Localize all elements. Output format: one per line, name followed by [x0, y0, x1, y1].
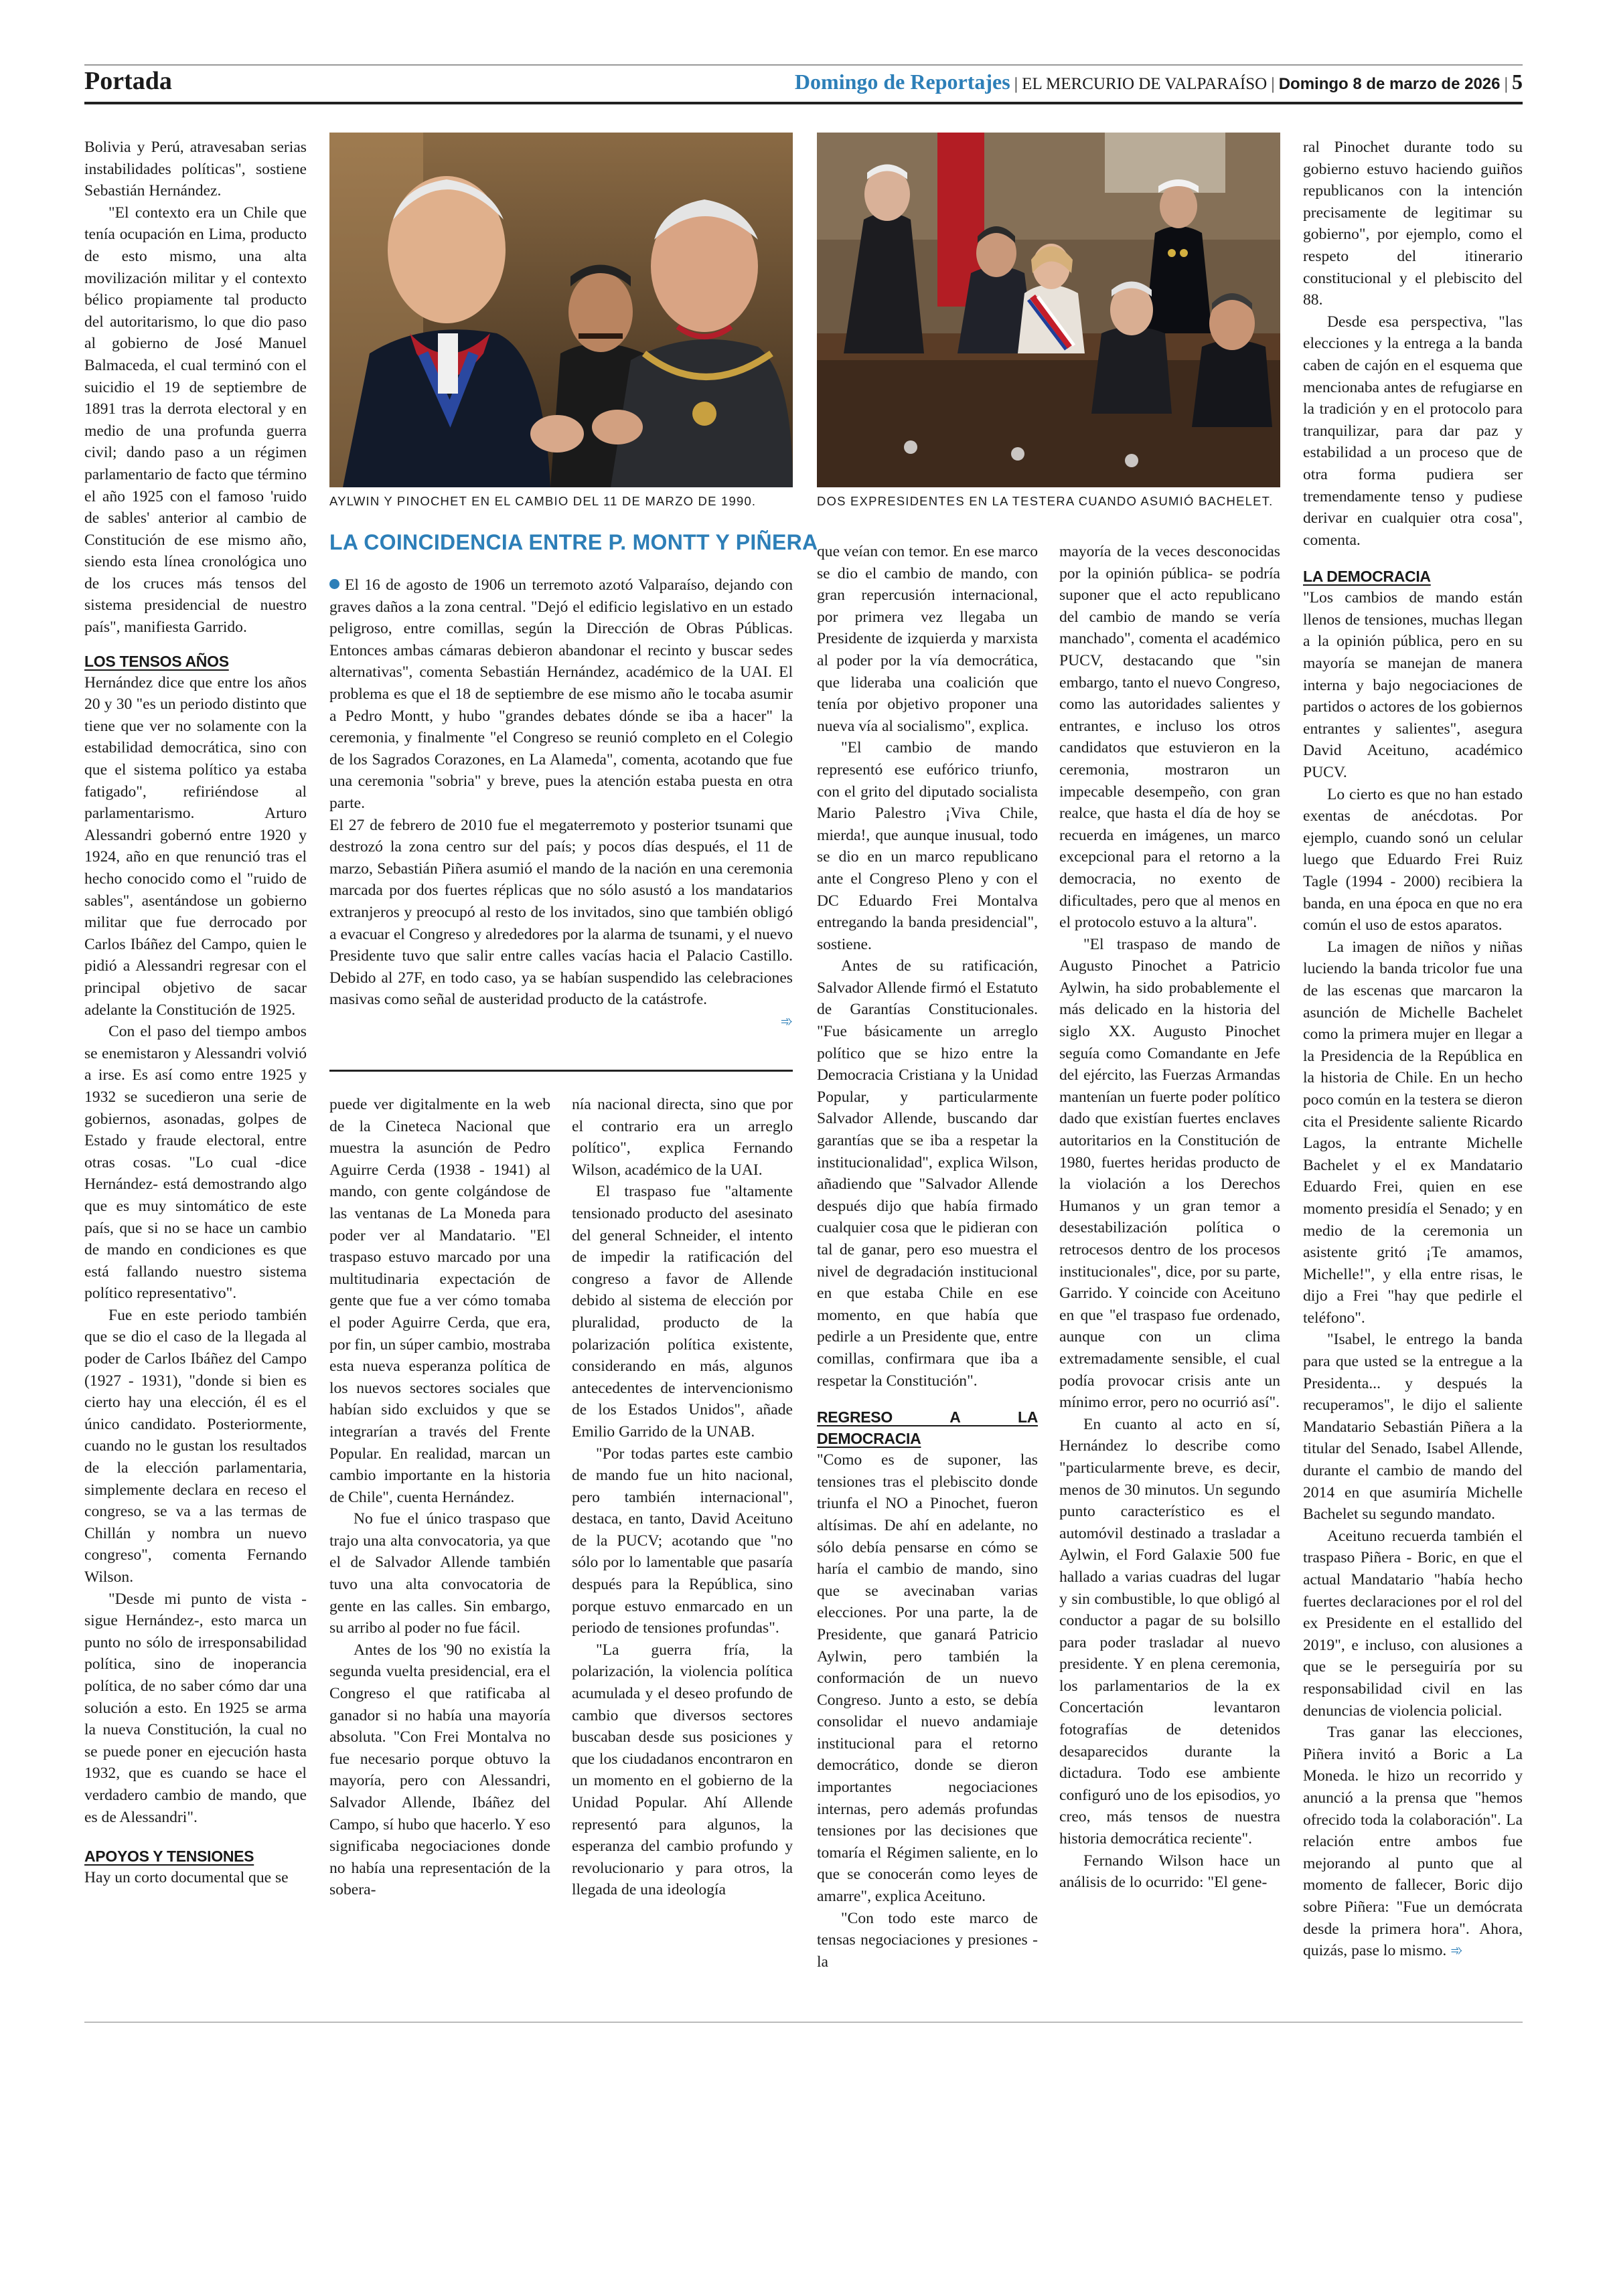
paragraph: Desde esa perspectiva, "las elecciones y la entrega a la banda caben de cajón en el esquema que mencionaba antes de refugiarse en la tradición y en el protocolo para tranquilizar, para dar paz y estabilidad a un proceso que de otra forma pudiera ser tremendamente tenso y pudiese derivar en cualquier otra cosa", comenta. [1303, 313, 1523, 549]
subheading-la-democracia: LA DEMOCRACIA [1303, 568, 1431, 586]
paragraph: Fernando Wilson hace un análisis de lo ocurrido: "El gene- [1059, 1852, 1280, 1892]
paragraph: Antes de su ratificación, Salvador Allende firmó el Estatuto de Garantías Constitucionales. "Fue básicamente un arreglo político que se hizo entre la Democracia Cristiana y la Unidad Popular, y particularmente Salvador Allende, buscando dar garantías que se iba a respetar la institucionalidad", explica Wilson, añadiendo que "Salvador Allende después dijo que había firmado cualquier cosa que le pidieran con tal de ganar, pero eso muestra el nivel de degradación institucional en que estaba Chile en ese momento, en que había que pedirle a un Presidente que, entre comillas, confirmara que iba a respetar la Constitución". [817, 957, 1038, 1390]
continue-arrow-icon: ➾ [780, 1013, 793, 1030]
box-bottom-rule [329, 1070, 793, 1072]
photo-caption-right: DOS EXPRESIDENTES EN LA TESTERA CUANDO ASUMIÓ BACHELET. [817, 494, 1274, 508]
section-title: Portada [84, 67, 172, 95]
paragraph: La imagen de niños y niñas luciendo la banda tricolor fue una de las escenas que marcaron la asunción de Michelle Bachelet como la primera mujer en llegar a la Presidencia de la República en la historia de Chile. En un hecho poco común en la testera se dieron cita el Presidente saliente Ricardo Lagos, la entrante Michelle Bachelet y el ex Mandatario Eduardo Frei, quien en ese momento presidía el Senado; y en medio de la ceremonia un asistente gritó ¡Te amamos, Michelle!", y ella entre risas, le dijo a Frei "hay que pedirle el teléfono". [1303, 938, 1523, 1327]
photo-bachelet-image [817, 133, 1280, 487]
paragraph: "El cambio de mando representó ese eufórico triunfo, con el grito del diputado socialista Mario Palestro ¡Viva Chile, mierda!, que aunque inusual, todo se dio en un marco republicano ante el Congreso Pleno y con el DC Eduardo Frei Montalva entregando la banda presidencial", sostiene. [817, 739, 1038, 953]
page-number: 5 [1512, 70, 1523, 94]
subheading-apoyos-y-tensiones: APOYOS Y TENSIONES [84, 1848, 254, 1866]
paragraph [1303, 1722, 1523, 1963]
newspaper-name: EL MERCURIO DE VALPARAÍSO [1022, 75, 1268, 93]
photo-bachelet-ceremony [817, 133, 1280, 487]
paragraph: Aceituno recuerda también el traspaso Piñera - Boric, en que el actual Mandatario "había hecho fuertes declaraciones por el rol del ex Presidente en el estallido del 2019", e incluso, con alusiones a que se le perseguiría por su responsabilidad civil en las denuncias de violencia policial. [1303, 1527, 1523, 1720]
box-text [329, 574, 793, 1033]
paragraph-text: Tras ganar las elecciones, Piñera invitó a Boric a La Moneda. le hizo un recorrido y anunció a la prensa que "hemos ofrecido toda la colaboración". La relación entre ambos fue mejorando al punto que al momento de fallecer, Boric dijo sobre Piñera: "Fue un demócrata desde la primera hora". Ahora, quizás, pase lo mismo. [1303, 1724, 1523, 1960]
paragraph: "El contexto era un Chile que tenía ocupación en Lima, producto de esto mismo, una alta movilización militar y el contexto bélico propiamente tal producto del autoritarismo, lo que dio paso al gobierno de José Manuel Balmaceda, el cual terminó con el suicidio el 19 de septiembre de 1891 tras la derrota electoral y en medio de una profunda guerra civil; dando paso a un régimen parlamentario de facto que término el año 1925 con el famoso 'ruido de sables' anterior al cambio de Constitución de ese mismo año, siendo esta línea cronológica uno de los cruces más tensos del sistema presidencial de nuestro país", manifiesta Garrido. [84, 203, 307, 637]
box-title: LA COINCIDENCIA ENTRE P. MONTT Y PIÑERA [329, 530, 818, 554]
photo-aylwin-pinochet [329, 133, 793, 487]
continue-arrow-container [329, 1011, 793, 1034]
article-column-4 [817, 541, 1038, 1973]
article-column-2 [329, 1094, 550, 1901]
paragraph: "Los cambios de mando están llenos de tensiones, muchas llegan a la opinión pública, pero en su mayoría se manejan de manera interna y bajo negociaciones de partidos o actores de los gobiernos entrantes y salientes", asegura David Aceituno, académico PUCV. [1303, 589, 1523, 782]
footer-rule [84, 2022, 1523, 2023]
paragraph: Hernández dice que entre los años 20 y 30 "es un periodo distinto que tiene que ver no solamente con la estabilidad democrática, sino con que el sistema político ya estaba fatigado", refiriéndose al parlamentarismo. Arturo Alessandri gobernó entre 1920 y 1924, año en que renunció tras el hecho conocido como el "ruido de sables", asentándose un gobierno militar que fue derrocado por Carlos Ibáñez del Campo, quien le pidió a Alessandri regresar con el principal objetivo de sacar adelante la Constitución de 1925. [84, 673, 307, 1019]
paragraph: "La guerra fría, la polarización, la violencia política acumulada y el deseo profundo de cambio que diversos sectores buscaban desde sus posiciones y que los ciudadanos encontraron en un momento en el gobierno de la Unidad Popular. Ahí Allende representó para algunos, la esperanza del cambio profundo y revolucionario y para otros, la llegada de una ideología [572, 1641, 793, 1899]
paragraph: ral Pinochet durante todo su gobierno estuvo haciendo guiños republicanos con la intención precisamente de legitimar su gobierno", por ejemplo, como el respeto del itinerario constitucional y el plebiscito del 88. [1303, 139, 1523, 309]
article-column-1 [84, 137, 307, 1889]
sidebar-box [329, 529, 818, 1033]
paragraph: Fue en este periodo también que se dio el caso de la llegada al poder de Carlos Ibáñez del Campo (1927 - 1931), "donde si bien es cierto hay una elección, él es el único candidato. Posteriormente, cuando no le gustan los resultados de la elección parlamentaria, simplemente declara en receso el congreso, se va a las termas de Chillán y nombra un nuevo congreso", comenta Fernando Wilson. [84, 1306, 307, 1586]
separator: | [1014, 75, 1018, 93]
continue-arrow-icon: ➾ [1450, 1943, 1463, 1960]
article-column-6 [1303, 137, 1523, 1963]
paragraph: puede ver digitalmente en la web de la Cineteca Nacional que muestra la asunción de Pedro Aguirre Cerda (1938 - 1941) al mando, con gente colgándose de las ventanas de La Moneda para poder ver al Mandatario. "El traspaso estuvo marcado por una multitudinaria expectación de gente que fue a ver cómo tomaba el poder Aguirre Cerda, que era, por fin, un súper cambio, mostraba esta nueva esperanza política de los nuevos sectores sociales que habían sido excluidos y que se integrarían a través del Frente Popular. En realidad, marcan un cambio importante en la historia de Chile", cuenta Hernández. [329, 1096, 550, 1506]
paragraph: nía nacional directa, sino que por el contrario era un arreglo político", explica Fernando Wilson, académico de la UAI. [572, 1096, 793, 1179]
masthead [795, 70, 1523, 96]
paragraph: En cuanto al acto en sí, Hernández lo describe como "particularmente breve, es decir, menos de 30 minutos. Un segundo punto característico es el automóvil destinado a trasladar a Aylwin, el Ford Galaxie 500 fue hallado a varias cuadras del lugar y sin combustible, lo que obligó al conductor a pagar de su bolsillo para poder trasladar al nuevo presidente. Y en plena ceremonia, los parlamentarios de la ex Concertación levantaron fotografías de detenidos desaparecidos durante la dictadura. Todo ese ambiente configuró uno de los episodios, yo creo, más tensos de nuestra historia democrática reciente". [1059, 1415, 1280, 1848]
paragraph: "Desde mi punto de vista -sigue Hernández-, esto marca un punto no sólo de irresponsabilidad política, sino de inoperancia política, de no saber cómo dar una solución a esto. En 1925 se arma la nueva Constitución, la cual no se puede poner en ejecución hasta 1932, que es cuando se hace el verdadero cambio de mando, que es de Alessandri". [84, 1590, 307, 1826]
bullet-icon [329, 579, 339, 589]
supplement-name: Domingo de Reportajes [794, 70, 1010, 94]
paragraph: que veían con temor. En ese marco se dio el cambio de mando, con gran repercusión internacional, por primera vez llegaba un Presidente de izquierda y marxista al poder por la vía democrática, que lideraba una coalición que tenía por objetivo proponer una nueva vía al socialismo", explica. [817, 543, 1038, 735]
paragraph: "Por todas partes este cambio de mando fue un hito nacional, pero también internacional", destaca, en tanto, David Aceituno de la PUCV; acotando que "no sólo por lo lamentable que pasaría después para la República, sino porque estuvo enmarcado en un periodo de tensiones profundas". [572, 1445, 793, 1637]
separator: | [1504, 75, 1508, 93]
article-column-3 [572, 1094, 793, 1901]
paragraph: No fue el único traspaso que trajo una alta convocatoria, ya que el de Salvador Allende también tuvo una alta convocatoria de gente en las calles. Sin embargo, su arribo al poder no fue fácil. [329, 1510, 550, 1637]
paragraph: Con el paso del tiempo ambos se enemistaron y Alessandri volvió a irse. Es así como entre 1925 y 1932 se sucedieron una serie de gobiernos, asonadas, golpes de Estado y fraude electoral, entre otras cosas. "Lo cual -dice Hernández- está demostrando algo que es muy sintomático de este país, que si no se hace un cambio de mando en condiciones es que está fallando nuestro sistema político representativo". [84, 1023, 307, 1303]
paragraph: "Como es de suponer, las tensiones tras el plebiscito donde triunfa el NO a Pinochet, fueron altísimas. De ahí en adelante, no sólo debía pensarse en cómo se haría el cambio de mando, sino que se avecinaban varias elecciones. Por una parte, la de Presidente, que ganará Patricio Aylwin, pero también la conformación de un nuevo Congreso. Junto a esto, se debía consolidar el nuevo andamiaje institucional para el retorno democrático, donde se dieron importantes negociaciones internas, pero además profundas tensiones por las decisiones que tomaría el Régimen saliente, en lo que se conocerán como leyes de amarre", explica Aceituno. [817, 1451, 1038, 1906]
paragraph: "Isabel, le entrego la banda para que usted se la entregue a la Presidenta... y después la recuperamos", le dijo el saliente Mandatario Sebastián Piñera a la titular del Senado, Isabel Allende, durante el cambio de mando del 2014 en que asumiría Michelle Bachelet su segundo mandato. [1303, 1331, 1523, 1524]
paragraph: "El traspaso de mando de Augusto Pinochet a Patricio Aylwin, ha sido probablemente el más delicado en la historia del siglo XX. Augusto Pinochet seguía como Comandante en Jefe del ejército, las Fuerzas Armandas mantenían un fuerte poder político dado que existían fuertes enclaves autoritarios en la Constitución de 1980, fuertes heridas producto de la violación a los Derechos Humanos y un gran temor a desestabilización política o retrocesos dentro de los procesos institucionales", dice, por su parte, Garrido. Y coincide con Aceituno en que "el traspaso fue ordenado, aunque con un clima extremadamente sensible, el cual podía provocar crisis ante un mínimo error, pero no ocurrió así". [1059, 935, 1280, 1412]
photo-aylwin-pinochet-image [329, 133, 793, 487]
paragraph: Lo cierto es que no han estado exentas de anécdotas. Por ejemplo, cuando sonó un celular luego que Eduardo Frei Ruiz Tagle (1994 - 2000) recibiera la banda, en una época en que no era común el uso de estos aparatos. [1303, 785, 1523, 934]
photo-caption-left: AYLWIN Y PINOCHET EN EL CAMBIO DEL 11 DE MARZO DE 1990. [329, 494, 757, 508]
paragraph: Antes de los '90 no existía la segunda vuelta presidencial, era el Congreso el que ratificaba al ganador si no había una mayoría absoluta. "Con Frei Montalva no fue necesario porque obtuvo la mayoría, pero con Alessandri, Salvador Allende, Ibáñez del Campo, sí hubo que hacerlo. Y eso significaba negociaciones donde no había una representación de la sobera- [329, 1641, 550, 1899]
paragraph [329, 574, 793, 815]
subheading-los-tensos-anos: LOS TENSOS AÑOS [84, 652, 229, 670]
header-top-rule [84, 64, 1523, 66]
paragraph: Hay un corto documental que se [84, 1869, 289, 1887]
header-bottom-rule [84, 102, 1523, 104]
paragraph: "Con todo este marco de tensas negociaciones y presiones -la [817, 1909, 1038, 1971]
article-column-5 [1059, 541, 1280, 1894]
box-paragraph-1: El 16 de agosto de 1906 un terremoto azotó Valparaíso, dejando con graves daños a la zona central. "Dejó el edificio legislativo en un estado peligroso, entre comillas, según la Dirección de Obras Públicas. Entonces ambas cámaras debieron abandonar el recinto y buscar sedes alternativas", comenta Sebastián Hernández, académico de la UAI. El problema es que el 18 de septiembre de ese mismo año le tocaba asumir a Pedro Montt, y hubo "grandes debates dónde se iba a hacer" la ceremonia, y finalmente "el Congreso se reunió completo en el Colegio de los Sagrados Corazones, en La Alameda", comenta, acotando que fue una ceremonia "sobria" y breve, pues la atención estaba puesta en otra parte. [329, 576, 793, 812]
issue-date: Domingo 8 de marzo de 2026 [1278, 75, 1501, 93]
paragraph: Bolivia y Perú, atravesaban serias instabilidades políticas", sostiene Sebastián Hernández. [84, 139, 307, 200]
separator: | [1271, 75, 1275, 93]
box-paragraph-2: El 27 de febrero de 2010 fue el megaterremoto y posterior tsunami que destrozó la zona centro sur del país; y pocos días después, el 11 de marzo, Sebastián Piñera asumió el mando de la nación en una ceremonia marcada por dos fuertes réplicas que no sólo asustó a los mandatarios extranjeros y preocupó al resto de los invitados, sino que también obligó a evacuar el Congreso y alrededores por la alarma de tsunami, y el nuevo Presidente tuvo que salir entre calles vacías hacia el Palacio Castillo. Debido al 27F, en todo caso, ya se habían suspendido las celebraciones masivas como señal de austeridad producto de la catástrofe. [329, 816, 793, 1009]
paragraph: mayoría de la veces desconocidas por la opinión pública- se podría suponer que el acto republicano del cambio de mando se vería manchado", comenta el académico PUCV, destacando que "sin embargo, tanto el nuevo Congreso, como las autoridades salientes y entrantes, e incluso los otros candidatos que estuvieron en la ceremonia, mostraron un impecable desempeño, con gran realce, que hasta el día de hoy se recuerda en imágenes, un marco excepcional para el retorno a la democracia, no exento de dificultades, pero que al menos en el protocolo estuvo a la altura". [1059, 543, 1280, 932]
subheading-regreso-a-la-democracia: REGRESO A LA DEMOCRACIA [817, 1408, 1038, 1448]
paragraph: El traspaso fue "altamente tensionado producto del asesinato del general Schneider, el intento de impedir la ratificación del congreso a favor de Allende debido al sistema de elección por pluralidad, producto de la polarización política existente, considerando en más, algunos antecedentes de intervencionismo de los Estados Unidos", añade Emilio Garrido de la UNAB. [572, 1183, 793, 1441]
